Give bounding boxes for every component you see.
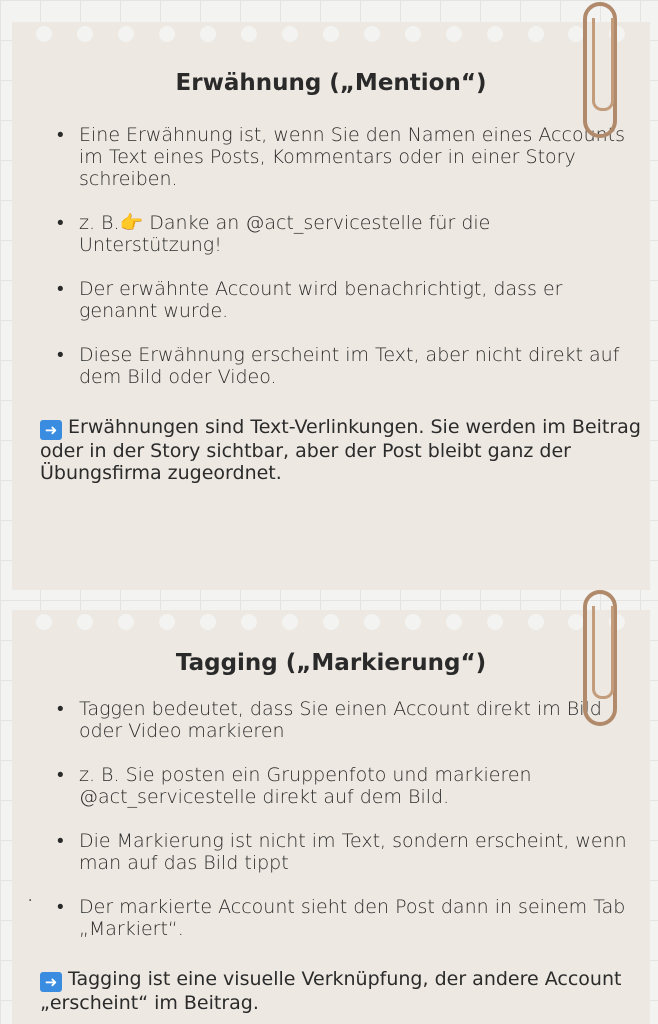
tagging-bullet-list — [12, 698, 644, 940]
mention-title: Erwähnung („Mention“) — [175, 70, 487, 96]
list-item: • Der erwähnte Account wird benachrichtigt, dass er genannt wurde. — [79, 278, 634, 322]
punch-holes — [12, 604, 650, 632]
stray-dot: . — [28, 889, 33, 905]
tagging-note-text: Tagging ist eine visuelle Verknüpfung, der andere Account „erscheint“ im Beitrag. — [40, 968, 622, 1014]
tagging-title: Tagging („Markierung“) — [175, 650, 487, 676]
mention-note-text: Erwähnungen sind Text-Verlinkungen. Sie werden im Beitrag oder in der Story sichtbar, aber der Post bleibt ganz der Übungsfirma zugeordnet. — [40, 416, 641, 484]
paperclip-icon — [583, 2, 617, 138]
list-item: • z. B.👉 Danke an @act_servicestelle für die Unterstützung! — [79, 212, 634, 256]
tagging-note — [40, 968, 645, 1014]
list-item: • Eine Erwähnung ist, wenn Sie den Namen eines Accounts im Text eines Posts, Kommentars oder in einer Story schreiben. — [79, 124, 634, 190]
paperclip-icon — [583, 590, 617, 726]
punch-holes — [12, 16, 650, 44]
right-arrow-icon: ➜ — [40, 972, 62, 992]
list-item: • z. B. Sie posten ein Gruppenfoto und markieren @act_servicestelle direkt auf dem Bild. — [79, 764, 644, 808]
mention-card — [12, 22, 650, 590]
list-item: • Der markierte Account sieht den Post dann in seinem Tab „Markiert“. — [79, 896, 644, 940]
right-arrow-icon: ➜ — [40, 420, 62, 440]
mention-note — [40, 416, 645, 484]
list-item: • Die Markierung ist nicht im Text, sondern erscheint, wenn man auf das Bild tippt — [79, 830, 644, 874]
list-item: • Taggen bedeutet, dass Sie einen Account direkt im Bild oder Video markieren — [79, 698, 644, 742]
list-item: • Diese Erwähnung erscheint im Text, aber nicht direkt auf dem Bild oder Video. — [79, 344, 634, 388]
mention-bullet-list — [12, 124, 634, 388]
tagging-card — [12, 610, 650, 1024]
